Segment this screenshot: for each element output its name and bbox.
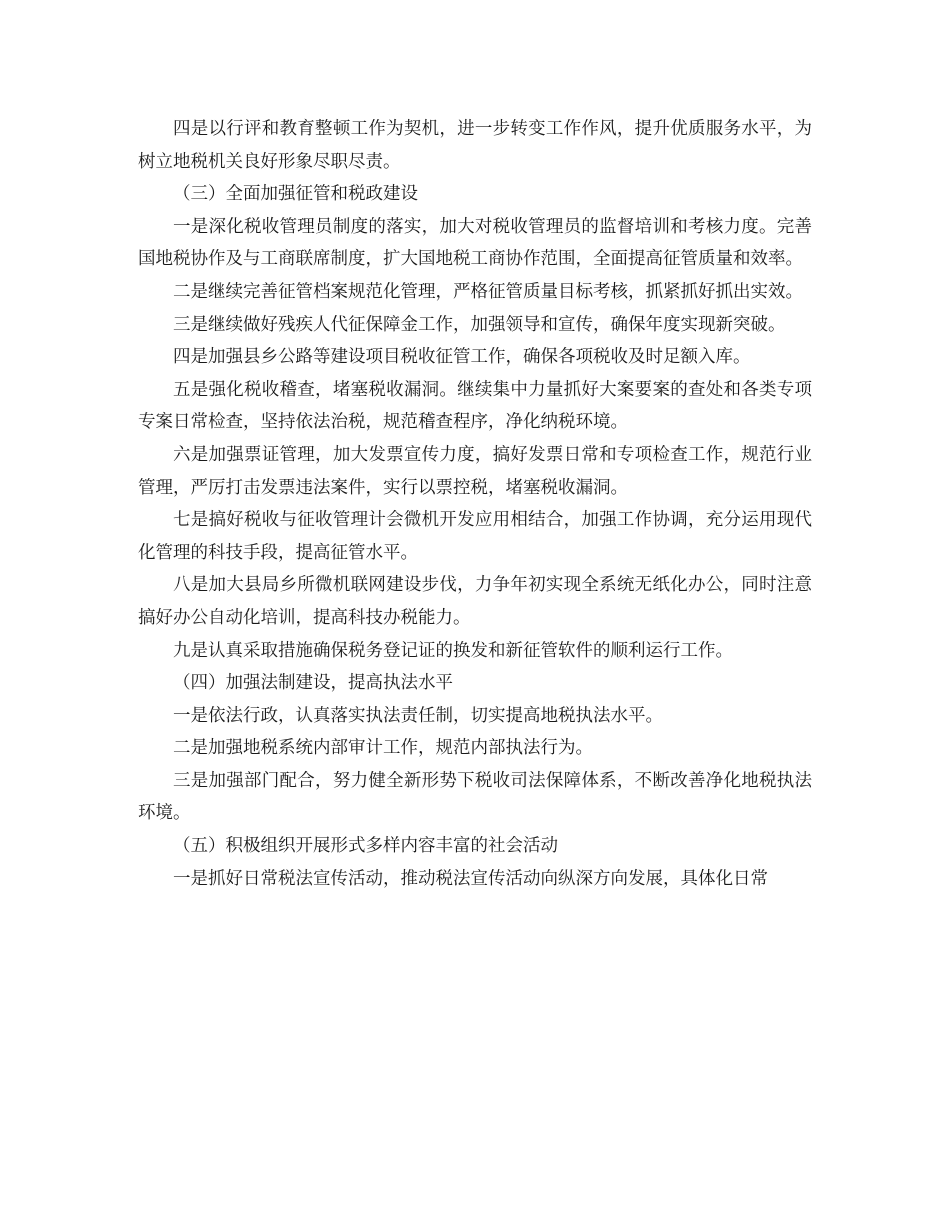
section-heading-4: （四）加强法制建设，提高执法水平 xyxy=(173,673,453,694)
paragraph-registration: 九是认真采取措施确保税务登记证的换发和新征管软件的顺利运行工作。 xyxy=(173,640,733,661)
section-heading-5: （五）积极组织开展形式多样内容丰富的社会活动 xyxy=(173,836,558,857)
paragraph-service-improvement: 四是以行评和教育整顿工作为契机，进一步转变工作作风，提升优质服务水平，为树立地税机关良好形象尽职尽责。 xyxy=(138,119,812,172)
paragraph-internal-audit: 二是加强地税系统内部审计工作，规范内部执法行为。 xyxy=(173,738,593,759)
paragraph-invoice: 六是加强票证管理，加大发票宣传力度，搞好发票日常和专项检查工作，规范行业管理，严厉打击发票违法案件，实行以票控税，堵塞税收漏洞。 xyxy=(138,444,812,498)
paragraph-tax-publicity: 一是抓好日常税法宣传活动，推动税法宣传活动向纵深方向发展，具体化日常 xyxy=(173,868,768,889)
paragraph-disability-fund: 三是继续做好残疾人代征保障金工作，加强领导和宣传，确保年度实现新突破。 xyxy=(173,314,786,335)
paragraph-law-enforcement: 一是依法行政，认真落实执法责任制，切实提高地税执法水平。 xyxy=(173,705,663,726)
paragraph-archives: 二是继续完善征管档案规范化管理，严格征管质量目标考核，抓紧抓好抓出实效。 xyxy=(173,281,803,302)
paragraph-computerization: 七是搞好税收与征收管理计会微机开发应用相结合，加强工作协调，充分运用现代化管理的科技手段，提高征管水平。 xyxy=(138,510,812,563)
document-body xyxy=(138,113,812,895)
section-heading-3: （三）全面加强征管和税政建设 xyxy=(173,184,418,205)
paragraph-network: 八是加大县局乡所微机联网建设步伐，力争年初实现全系统无纸化办公，同时注意搞好办公自动化培训，提高科技办税能力。 xyxy=(138,575,812,628)
paragraph-inspection: 五是强化税收稽查，堵塞税收漏洞。继续集中力量抓好大案要案的查处和各类专项专案日常检查，坚持依法治税，规范稽查程序，净化纳税环境。 xyxy=(138,379,812,433)
paragraph-road-projects: 四是加强县乡公路等建设项目税收征管工作，确保各项税收及时足额入库。 xyxy=(173,347,751,368)
paragraph-judicial-support: 三是加强部门配合，努力健全新形势下税收司法保障体系，不断改善净化地税执法环境。 xyxy=(138,770,812,824)
paragraph-tax-manager: 一是深化税收管理员制度的落实，加大对税收管理员的监督培训和考核力度。完善国地税协作及与工商联席制度，扩大国地税工商协作范围，全面提高征管质量和效率。 xyxy=(138,216,812,270)
